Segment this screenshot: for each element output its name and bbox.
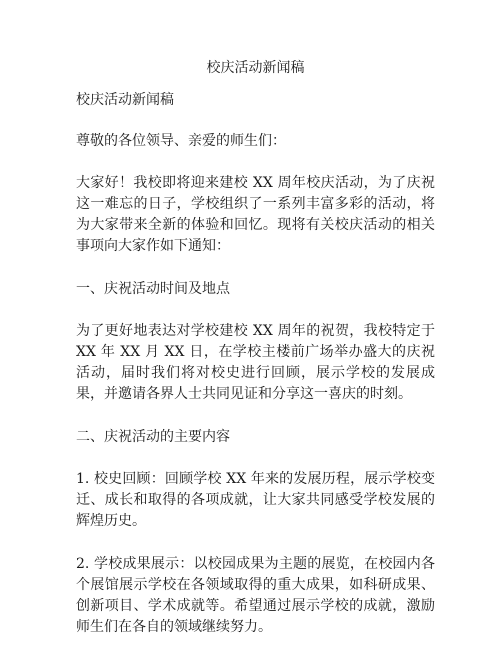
document-subtitle: 校庆活动新闻稿 <box>76 92 174 108</box>
section-heading-main-content: 二、庆祝活动的主要内容 <box>76 429 230 445</box>
section-body-time-location: 为了更好地表达对学校建校 XX 周年的祝贺，我校特定于 XX 年 XX 月 XX 日，在学校主楼前广场举办盛大的庆祝活动，届时我们将对校史进行回顾，展示学校的发展成果，并邀请各界人士共同见证和分享这一喜庆的时刻。 <box>76 323 435 402</box>
greeting-paragraph: 尊敬的各位领导、亲爱的师生们： <box>76 133 286 149</box>
list-item-achievements-exhibition: 2. 学校成果展示：以校园成果为主题的展览，在校园内各个展馆展示学校在各领域取得的重大成果，如科研成果、创新项目、学术成就等。希望通过展示学校的成就，激励师生们在各自的领域继续努力。 <box>76 556 435 635</box>
intro-paragraph: 大家好！我校即将迎来建校 XX 周年校庆活动，为了庆祝这一难忘的日子，学校组织了一系列丰富多彩的活动，将为大家带来全新的体验和回忆。现将有关校庆活动的相关事项向大家作如下通知： <box>76 175 435 254</box>
list-item-school-history: 1. 校史回顾：回顾学校 XX 年来的发展历程，展示学校变迁、成长和取得的各项成就，让大家共同感受学校发展的辉煌历史。 <box>76 471 435 529</box>
document-title: 校庆活动新闻稿 <box>206 60 305 76</box>
section-heading-time-location: 一、庆祝活动时间及地点 <box>76 281 230 297</box>
